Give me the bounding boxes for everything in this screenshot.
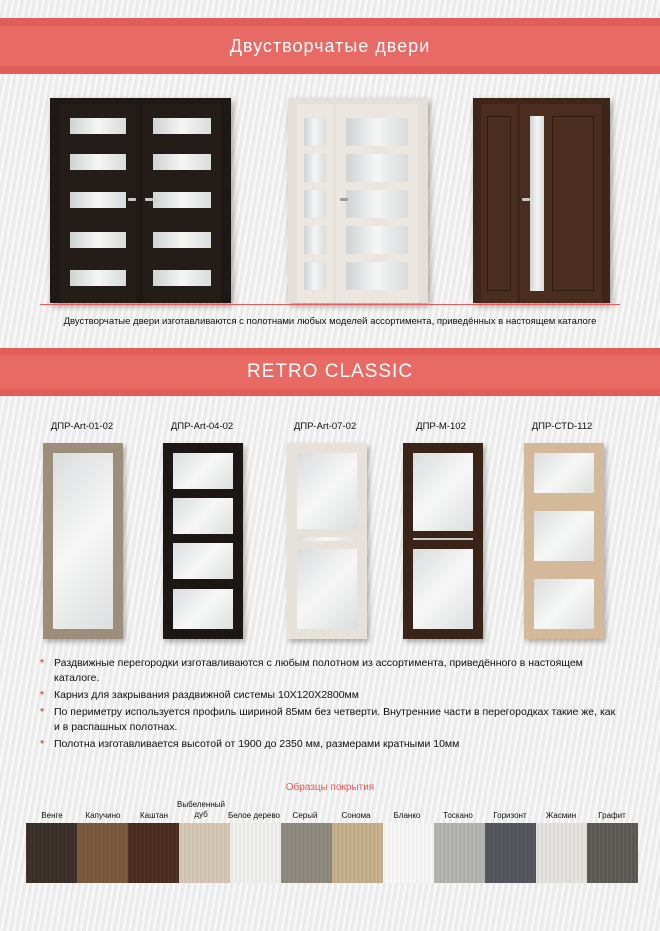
- swatch-label: Венге: [41, 811, 63, 820]
- section-banner-double-doors: [0, 18, 660, 74]
- section-banner-retro-classic: [0, 348, 660, 396]
- double-door-wenge: [50, 98, 231, 303]
- note-item: * Раздвижные перегородки изготавливаются с любым полотном из ассортимента, приведённого в настоящем каталоге.: [40, 656, 620, 686]
- double-doors-caption: Двустворчатые двери изготавливаются с полотнами любых моделей ассортимента, приведённых в настоящем каталоге: [63, 316, 597, 327]
- swatch-label: Сонома: [341, 811, 371, 820]
- swatch-grey: [281, 823, 332, 883]
- swatch-label: Горизонт: [493, 811, 527, 820]
- samples-title: Образцы покрытия: [285, 782, 375, 793]
- model-label: ДПР-CTD-112: [531, 421, 593, 432]
- swatch-cappuccino: [77, 823, 128, 883]
- section-title: RETRO CLASSIC: [246, 361, 414, 382]
- swatch-label: Жасмин: [545, 811, 577, 820]
- swatch-horizon: [485, 823, 536, 883]
- swatch-white-wood: [230, 823, 281, 883]
- partition-m-102: [403, 443, 483, 639]
- swatch-bleached-oak: [179, 823, 230, 883]
- swatch-label: Каштан: [140, 811, 168, 820]
- swatch-label: Тоскано: [443, 811, 473, 820]
- model-label: ДПР-Art-07-02: [293, 421, 357, 432]
- partition-art-04-02: [163, 443, 243, 639]
- partition-art-07-02: [287, 443, 367, 639]
- double-door-chestnut: [473, 98, 610, 303]
- swatch-label: Бланко: [393, 811, 421, 820]
- model-label: ДПР-M-102: [416, 421, 466, 432]
- swatch-blanco: [383, 823, 434, 883]
- swatch-graphite: [587, 823, 638, 883]
- double-door-white: [288, 98, 428, 303]
- swatch-label: Капучино: [85, 811, 121, 820]
- notes-list: [40, 656, 620, 754]
- section-title: Двустворчатые двери: [229, 36, 431, 56]
- partition-art-01-02: [43, 443, 123, 639]
- model-label: ДПР-Art-04-02: [170, 421, 234, 432]
- swatch-chestnut: [128, 823, 179, 883]
- note-item: * По периметру используется профиль шириной 85мм без четверти. Внутренние части в перегородках такие же, как и в распашных полотнах.: [40, 705, 620, 735]
- note-item: * Полотна изготавливается высотой от 1900 до 2350 мм, размерами кратными 10мм: [40, 737, 620, 752]
- swatch-label: Серый: [292, 811, 318, 820]
- note-item: * Карниз для закрывания раздвижной системы 10X120X2800мм: [40, 688, 620, 703]
- swatch-label: Выбеленный дуб: [177, 800, 225, 819]
- model-label: ДПР-Art-01-02: [50, 421, 114, 432]
- swatch-jasmine: [536, 823, 587, 883]
- divider-line: [40, 304, 620, 305]
- swatch-venge: [26, 823, 77, 883]
- swatch-label: Графит: [598, 811, 626, 820]
- swatch-sonoma: [332, 823, 383, 883]
- swatch-label: Белое дерево: [228, 811, 280, 820]
- swatch-toscano: [434, 823, 485, 883]
- partition-ctd-112: [524, 443, 604, 639]
